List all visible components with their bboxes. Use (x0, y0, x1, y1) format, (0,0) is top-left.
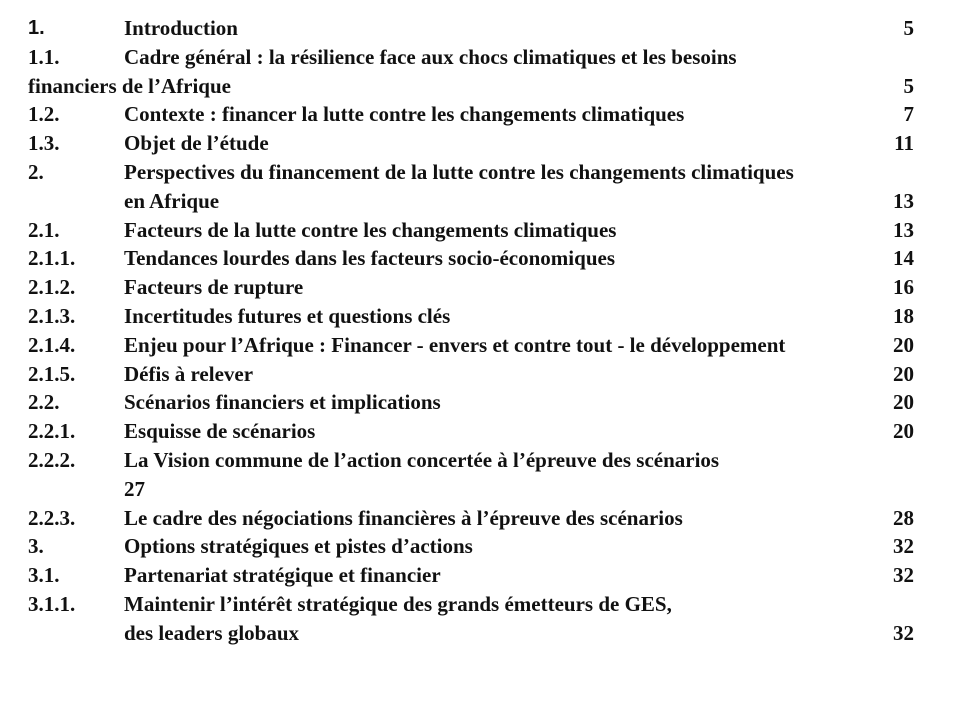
toc-entry-title: Partenariat stratégique et financier (124, 563, 441, 588)
toc-entry-title: Facteurs de rupture (124, 275, 304, 300)
toc-entry-number: 2.1.5. (28, 361, 76, 386)
toc-entry-title: Le cadre des négociations financières à l’épreuve des scénarios (124, 505, 683, 530)
toc-entry[interactable] (28, 14, 918, 43)
toc-entry-page: 11 (894, 131, 914, 156)
toc-entry-page: 5 (903, 16, 914, 40)
toc-entry-title: La Vision commune de l’action concertée à l’épreuve des scénarios (124, 447, 720, 472)
toc-entry[interactable] (28, 100, 918, 129)
toc-entry[interactable] (28, 331, 918, 360)
toc-entry-number: 1.1. (28, 44, 60, 69)
toc-entry-page: 20 (893, 419, 914, 444)
toc-entry-page: 28 (893, 505, 914, 530)
toc-entry-page: 32 (893, 563, 914, 588)
toc-entry-title: Maintenir l’intérêt stratégique des grands émetteurs de GES, (124, 591, 672, 616)
toc-entry-page: 13 (893, 188, 914, 213)
toc-entry-page: 32 (893, 534, 914, 559)
toc-entry[interactable] (28, 158, 918, 216)
toc-entry-number: 2.1.4. (28, 332, 76, 357)
toc-entry[interactable] (28, 273, 918, 302)
toc-entry-page: 14 (893, 246, 914, 271)
toc-entry-number: 2.1. (28, 217, 60, 242)
toc-entry-page: 20 (893, 361, 914, 386)
toc-entry-page: 20 (893, 332, 914, 357)
toc-entry-page: 18 (893, 303, 914, 328)
toc-entry-number: 3.1.1. (28, 591, 76, 616)
toc-entry-number: 3. (28, 534, 44, 559)
toc-entry[interactable] (28, 216, 918, 245)
toc-entry-number: 2.1.1. (28, 246, 76, 271)
toc-entry-title: Objet de l’étude (124, 131, 269, 156)
table-of-contents (28, 14, 918, 648)
toc-entry[interactable] (28, 129, 918, 158)
toc-entry-number: 3.1. (28, 563, 60, 588)
toc-entry-page: 27 (124, 476, 145, 501)
toc-entry-page: 5 (903, 73, 914, 98)
toc-entry[interactable] (28, 388, 918, 417)
toc-entry[interactable] (28, 302, 918, 331)
toc-entry-title: Facteurs de la lutte contre les changements climatiques (124, 217, 617, 242)
toc-entry[interactable] (28, 417, 918, 446)
toc-entry-number: 2.2.1. (28, 419, 76, 444)
toc-entry-number: 1. (28, 17, 45, 39)
toc-entry-title: Incertitudes futures et questions clés (124, 303, 451, 328)
toc-entry-page: 16 (893, 275, 914, 300)
toc-entry-title: Défis à relever (124, 361, 254, 386)
toc-entry-number: 2. (28, 159, 44, 184)
toc-entry-title: Options stratégiques et pistes d’actions (124, 534, 473, 559)
toc-entry[interactable] (28, 561, 918, 590)
toc-entry-number: 1.2. (28, 102, 60, 127)
toc-entry-number: 2.2. (28, 390, 60, 415)
toc-entry[interactable] (28, 43, 918, 101)
toc-entry-title: Introduction (124, 16, 238, 40)
toc-entry-number: 2.2.2. (28, 447, 76, 472)
toc-entry-page: 7 (903, 102, 914, 127)
toc-entry-title: Enjeu pour l’Afrique : Financer - envers et contre tout - le développement (124, 332, 786, 357)
toc-entry-title-continuation: financiers de l’Afrique 5 (28, 72, 918, 101)
toc-entry-title-continuation (124, 475, 918, 504)
toc-entry-title-continuation: en Afrique 13 (124, 187, 918, 216)
toc-entry[interactable] (28, 504, 918, 533)
toc-entry-number: 1.3. (28, 131, 60, 156)
toc-entry-number: 2.2.3. (28, 505, 76, 530)
toc-entry-page: 20 (893, 390, 914, 415)
toc-entry[interactable] (28, 360, 918, 389)
toc-entry-title: Cadre général : la résilience face aux chocs climatiques et les besoins (124, 44, 737, 69)
toc-entry-title: Contexte : financer la lutte contre les changements climatiques (124, 102, 685, 127)
toc-entry-page: 32 (893, 620, 914, 645)
toc-entry-number: 2.1.2. (28, 275, 76, 300)
toc-entry-number: 2.1.3. (28, 303, 76, 328)
toc-entry-title: Tendances lourdes dans les facteurs socio-économiques (124, 246, 615, 271)
toc-entry[interactable] (28, 244, 918, 273)
toc-entry[interactable] (28, 590, 918, 648)
toc-entry-page: 13 (893, 217, 914, 242)
toc-entry-title: Scénarios financiers et implications (124, 390, 441, 415)
toc-entry-title: Esquisse de scénarios (124, 419, 316, 444)
toc-entry-title: Perspectives du financement de la lutte contre les changements climatiques (124, 159, 794, 184)
toc-entry-title-continuation: des leaders globaux 32 (124, 619, 918, 648)
toc-entry[interactable] (28, 446, 918, 504)
toc-entry[interactable] (28, 532, 918, 561)
